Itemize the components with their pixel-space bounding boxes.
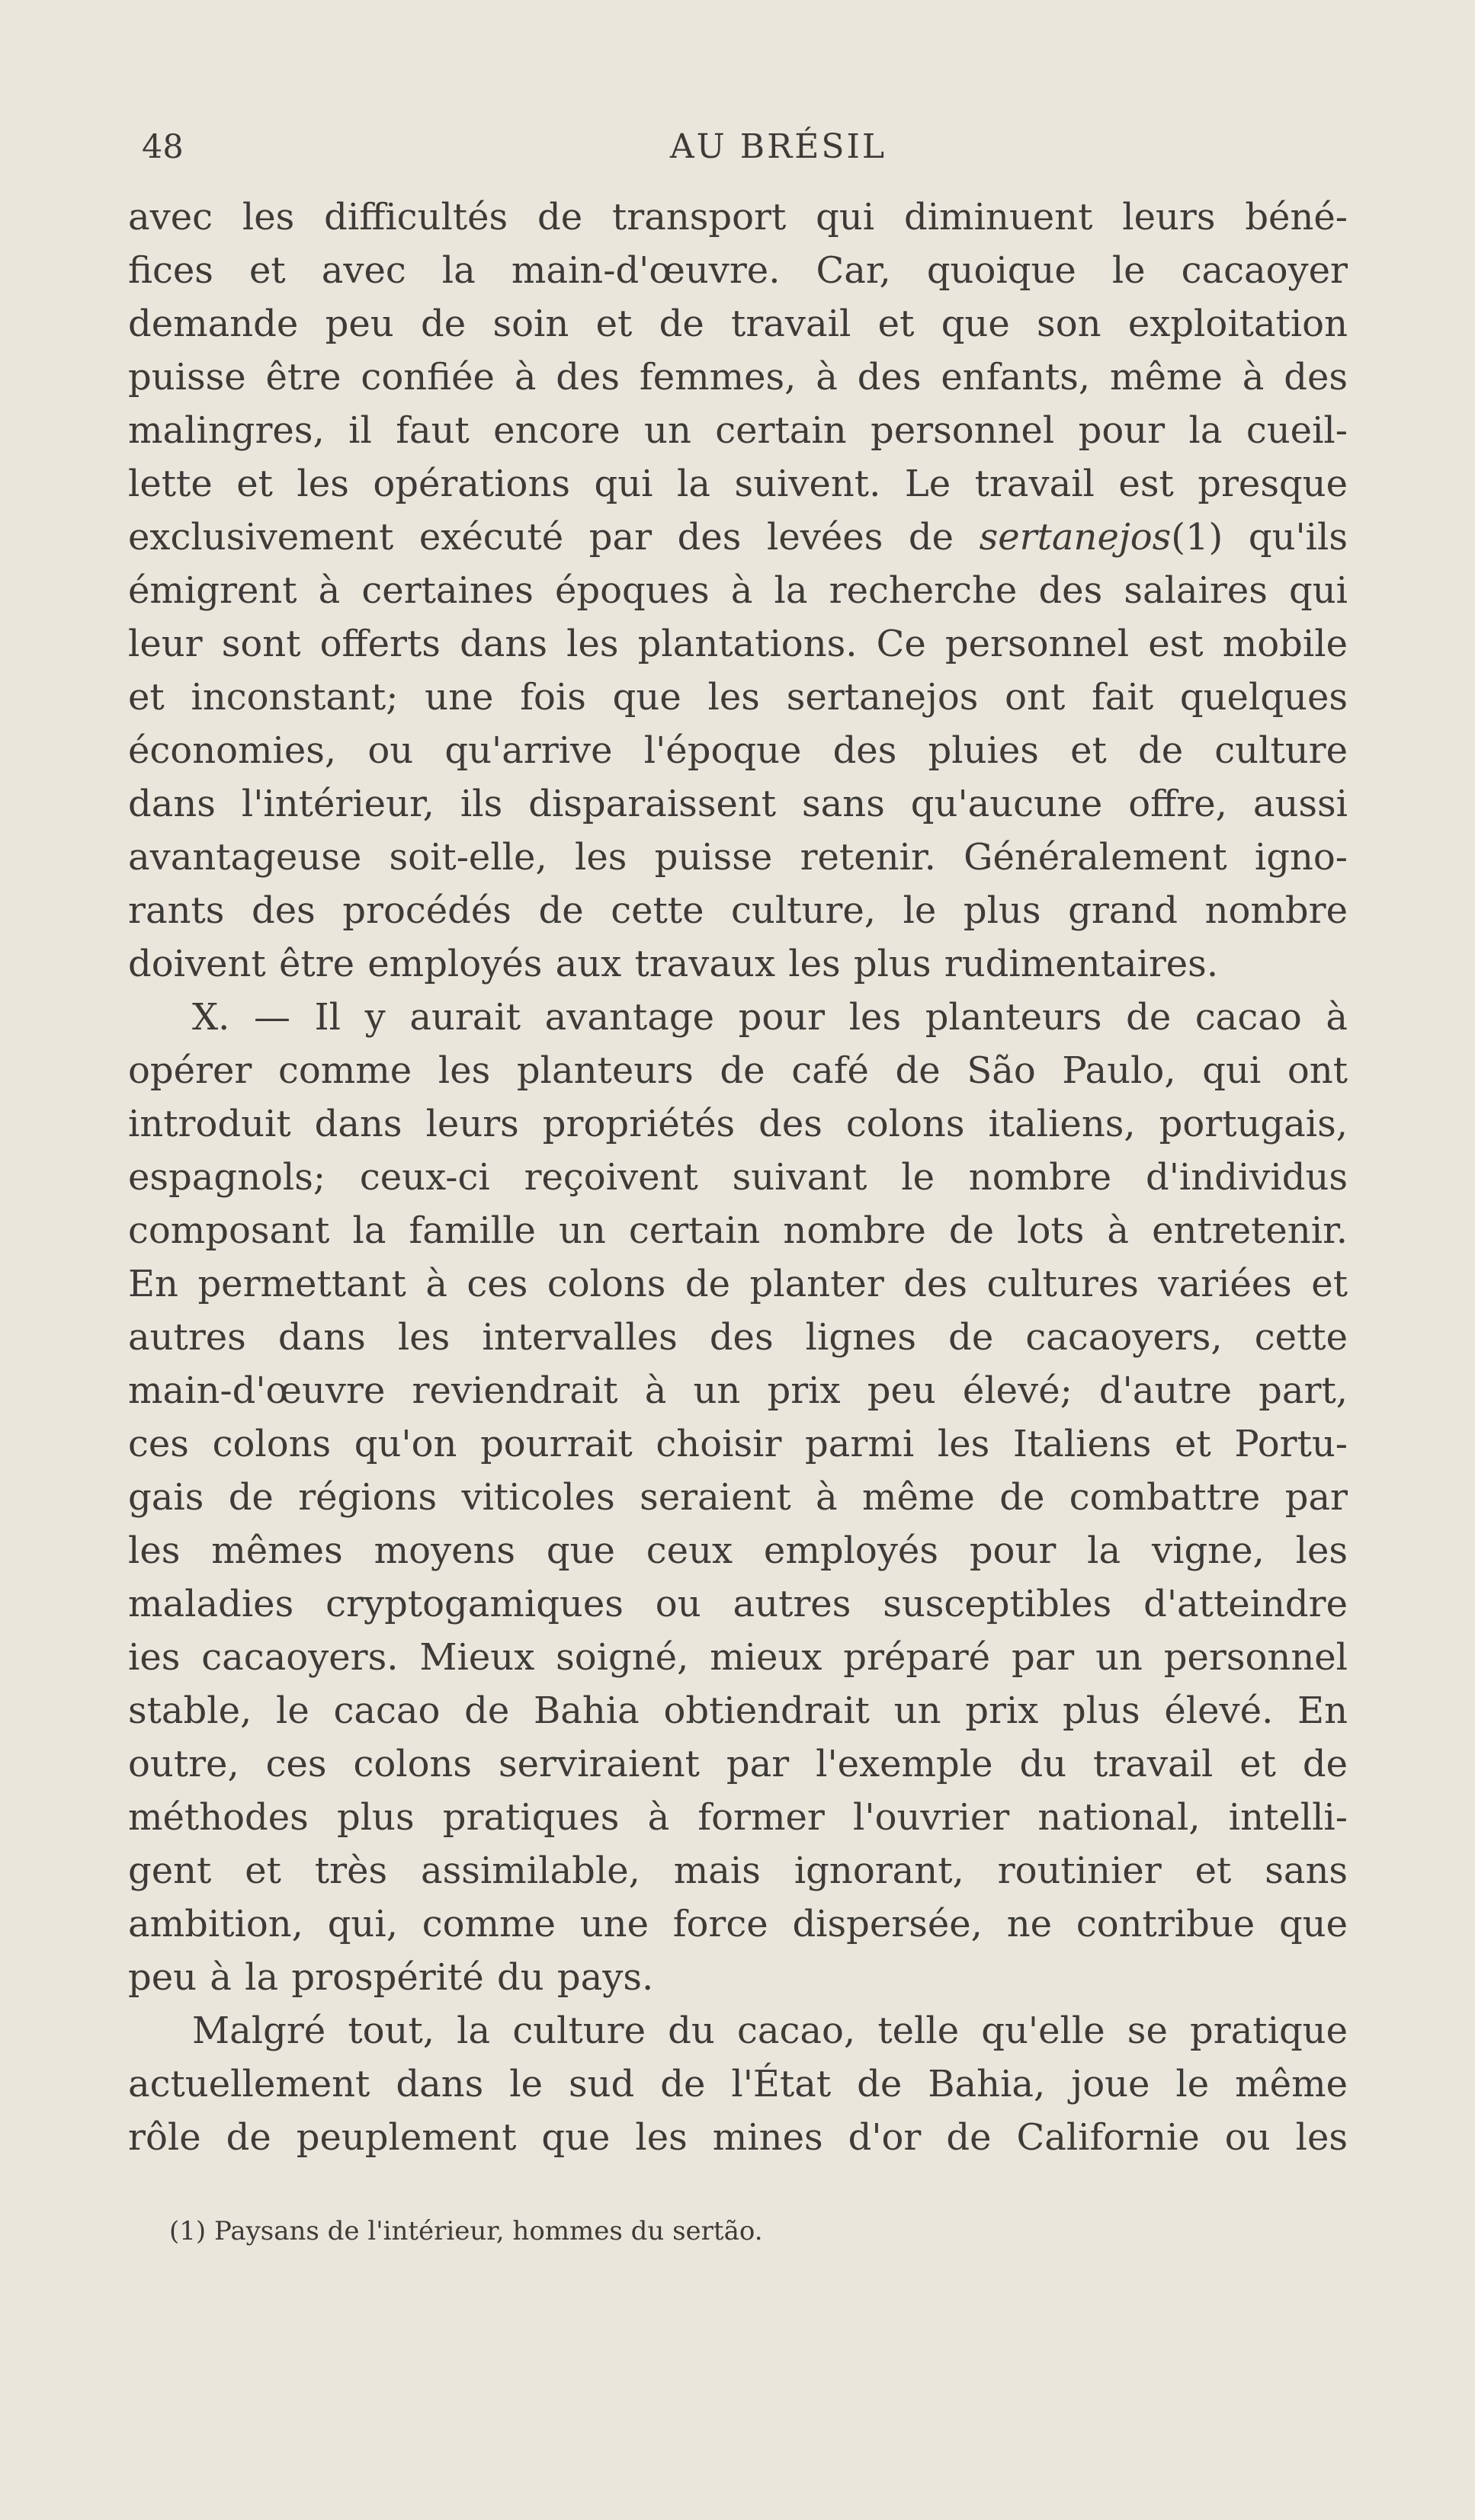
text-line: les mêmes moyens que ceux employés pour la vigne, les (128, 1529, 1348, 1572)
italic-term: sertanejos (979, 516, 1172, 559)
text-line: avantageuse soit-elle, les puisse retenir. Généralement igno- (128, 836, 1348, 879)
text-line: X. — Il y aurait avantage pour les planteurs de cacao à (192, 996, 1348, 1039)
text-line: gent et très assimilable, mais ignorant, routinier et sans (128, 1849, 1348, 1892)
page-header (142, 120, 1354, 174)
text-line: Malgré tout, la culture du cacao, telle qu'elle se pratique (192, 2009, 1348, 2052)
text-line: doivent être employés aux travaux les plus rudimentaires. (128, 943, 1219, 985)
footnote-marker: (1) (1171, 516, 1249, 559)
text-line: autres dans les intervalles des lignes de cacaoyers, cette (128, 1316, 1348, 1359)
text-line: et inconstant; une fois que les sertanejos ont fait quelques (128, 676, 1348, 719)
text-line: émigrent à certaines époques à la recherche des salaires qui (128, 569, 1348, 612)
body-text (128, 191, 1348, 2164)
running-title: AU BRÉSIL (669, 127, 887, 166)
text-line: composant la famille un certain nombre de lots à entretenir. (128, 1209, 1348, 1252)
text-line: demande peu de soin et de travail et que son exploitation (128, 303, 1348, 345)
text-line: dans l'intérieur, ils disparaissent sans qu'aucune offre, aussi (128, 783, 1348, 825)
text-line: opérer comme les planteurs de café de São Paulo, qui ont (128, 1049, 1348, 1092)
text-line: stable, le cacao de Bahia obtiendrait un prix plus élevé. En (128, 1689, 1348, 1732)
page-number: 48 (142, 128, 184, 166)
text-line: outre, ces colons serviraient par l'exemple du travail et de (128, 1743, 1348, 1785)
text-line: puisse être confiée à des femmes, à des enfants, même à des (128, 356, 1348, 399)
text-line: main-d'œuvre reviendrait à un prix peu élevé; d'autre part, (128, 1369, 1348, 1412)
text-line: économies, ou qu'arrive l'époque des pluies et de culture (128, 729, 1348, 772)
text-line: ies cacaoyers. Mieux soigné, mieux préparé par un personnel (128, 1636, 1348, 1679)
text-line: espagnols; ceux-ci reçoivent suivant le nombre d'individus (128, 1156, 1348, 1199)
text-line: ces colons qu'on pourrait choisir parmi les Italiens et Portu- (128, 1423, 1348, 1465)
text-line: gais de régions viticoles seraient à même de combattre par (128, 1476, 1348, 1519)
text-line: avec les difficultés de transport qui diminuent leurs béné- (128, 196, 1348, 239)
text-line: introduit dans leurs propriétés des colons italiens, portugais, (128, 1103, 1348, 1145)
text-line: maladies cryptogamiques ou autres susceptibles d'atteindre (128, 1583, 1348, 1625)
text-line: peu à la prospérité du pays. (128, 1956, 654, 1999)
footnote: (1) Paysans de l'intérieur, hommes du sertão. (169, 2216, 763, 2246)
text-line: leur sont offerts dans les plantations. Ce personnel est mobile (128, 623, 1348, 665)
line-segment: qu'ils (1248, 516, 1348, 559)
text-line: fices et avec la main-d'œuvre. Car, quoique le cacaoyer (128, 249, 1348, 292)
text-line: En permettant à ces colons de planter des cultures variées et (128, 1263, 1348, 1305)
text-line: lette et les opérations qui la suivent. Le travail est presque (128, 463, 1348, 505)
line-segment: exclusivement exécuté par des levées de (128, 516, 980, 559)
text-line: actuellement dans le sud de l'État de Bahia, joue le même (128, 2063, 1348, 2105)
text-line: malingres, il faut encore un certain personnel pour la cueil- (128, 409, 1348, 452)
text-line: ambition, qui, comme une force dispersée, ne contribue que (128, 1903, 1348, 1945)
text-line: méthodes plus pratiques à former l'ouvrier national, intelli- (128, 1796, 1348, 1839)
text-line (128, 511, 1348, 564)
text-line: rants des procédés de cette culture, le plus grand nombre (128, 889, 1348, 932)
text-line: rôle de peuplement que les mines d'or de Californie ou les (128, 2116, 1348, 2159)
